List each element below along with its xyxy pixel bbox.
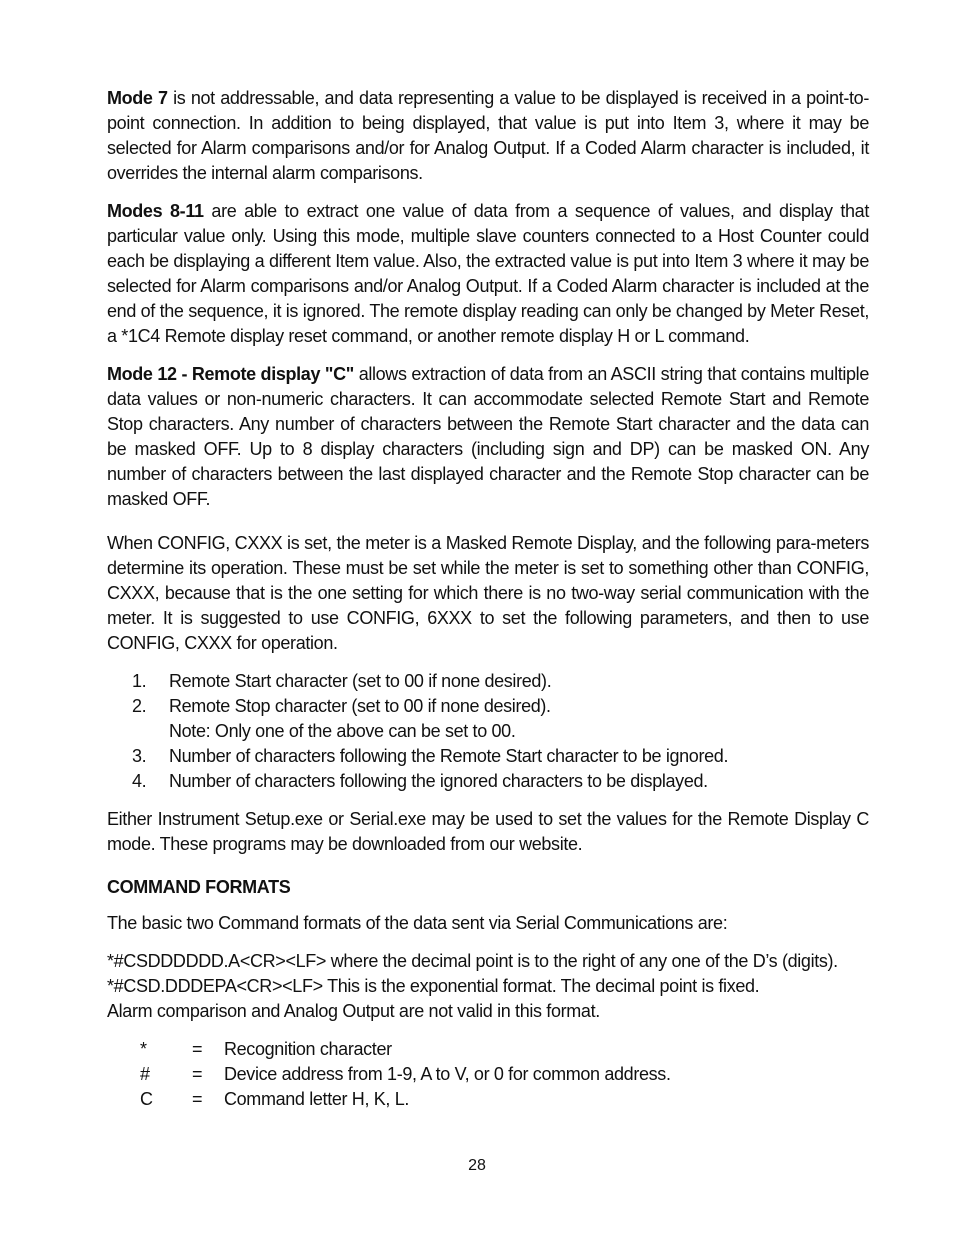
section-heading: COMMAND FORMATS: [107, 877, 291, 897]
mode12-text: allows extraction of data from an ASCII string that contains multiple data values or non-numeric characters. It can accommodate selected Remote Start and Remote Stop characters. Any number of characters between the Remote Start character and the data can be masked OFF. Up to 8 display characters (including sign and DP) can be masked ON. Any number of characters between the last displayed character and the Remote Stop character can be masked OFF.: [107, 364, 869, 509]
list-number: 3.: [132, 746, 147, 766]
modes8-11-text: are able to extract one value of data from a sequence of values, and display that particular value only. Using this mode, multiple slave counters connected to a Host Counter could each be displaying a different Item value. Also, the extracted value is put into Item 3 where it may be selected for Alarm comparisons and/or Analog Output. If a Coded Alarm character is included at the end of the sequence, it is ignored. The remote display reading can only be changed by Meter Reset, a *1C4 Remote display reset command, or another remote display H or L command.: [107, 201, 869, 346]
list-note-text: Note: Only one of the above can be set to 00.: [169, 721, 516, 741]
definition-text: Recognition character: [224, 1039, 392, 1059]
mode7-label: Mode 7: [107, 88, 168, 108]
list-text: Number of characters following the ignored characters to be displayed.: [169, 771, 708, 791]
parameter-list: [107, 669, 869, 794]
definition-symbol: C: [140, 1089, 153, 1109]
list-item: [107, 694, 869, 719]
software-paragraph: Either Instrument Setup.exe or Serial.exe may be used to set the values for the Remote Display C mode. These programs may be downloaded from our website.: [107, 809, 869, 854]
definition-text: Command letter H, K, L.: [224, 1089, 410, 1109]
mode12-label: Mode 12 - Remote display "C": [107, 364, 354, 384]
definition-equals: =: [192, 1039, 203, 1059]
list-item: [107, 769, 869, 794]
mode12-paragraph: [107, 362, 869, 512]
modes8-11-paragraph: [107, 199, 869, 349]
format-block: [107, 949, 869, 1024]
page-number: 28: [468, 1157, 486, 1174]
list-number: 2.: [132, 696, 147, 716]
list-number: 4.: [132, 771, 147, 791]
modes8-11-label: Modes 8-11: [107, 201, 204, 221]
list-text: Remote Start character (set to 00 if none desired).: [169, 671, 552, 691]
mode7-paragraph: [107, 86, 869, 186]
definition-symbol: *: [140, 1039, 147, 1059]
definition-row: [107, 1087, 869, 1112]
definition-row: [107, 1062, 869, 1087]
list-text: Remote Stop character (set to 00 if none desired).: [169, 696, 551, 716]
config-paragraph: When CONFIG, CXXX is set, the meter is a Masked Remote Display, and the following para-meters determine its operation. These must be set while the meter is set to something other than CONFIG, CXXX, because that is the one setting for which there is no two-way serial communication with the meter. It is suggested to use CONFIG, 6XXX to set the following parameters, and then to use CONFIG, CXXX for operation.: [107, 533, 869, 653]
definition-equals: =: [192, 1089, 203, 1109]
definition-row: [107, 1037, 869, 1062]
mode7-text: is not addressable, and data representing a value to be displayed is received in a point-to-point connection. In addition to being displayed, that value is put into Item 3, where it may be selected for Alarm comparisons and/or for Analog Output. If a Coded Alarm character is included, it overrides the internal alarm comparisons.: [107, 88, 869, 183]
format-line-2: *#CSD.DDDEPA<CR><LF> This is the exponential format. The decimal point is fixed.: [107, 976, 760, 996]
list-item: [107, 669, 869, 694]
definition-symbol: #: [140, 1064, 150, 1084]
format-note: Alarm comparison and Analog Output are not valid in this format.: [107, 1001, 600, 1021]
command-intro: The basic two Command formats of the data sent via Serial Communications are:: [107, 913, 728, 933]
list-text: Number of characters following the Remote Start character to be ignored.: [169, 746, 729, 766]
definition-list: [107, 1037, 869, 1112]
list-number: 1.: [132, 671, 147, 691]
definition-equals: =: [192, 1064, 203, 1084]
list-item: [107, 744, 869, 769]
format-line-1: *#CSDDDDDD.A<CR><LF> where the decimal point is to the right of any one of the D’s (digits).: [107, 951, 838, 971]
list-note: [107, 719, 869, 744]
definition-text: Device address from 1-9, A to V, or 0 for common address.: [224, 1064, 671, 1084]
page-content: [107, 86, 869, 1112]
